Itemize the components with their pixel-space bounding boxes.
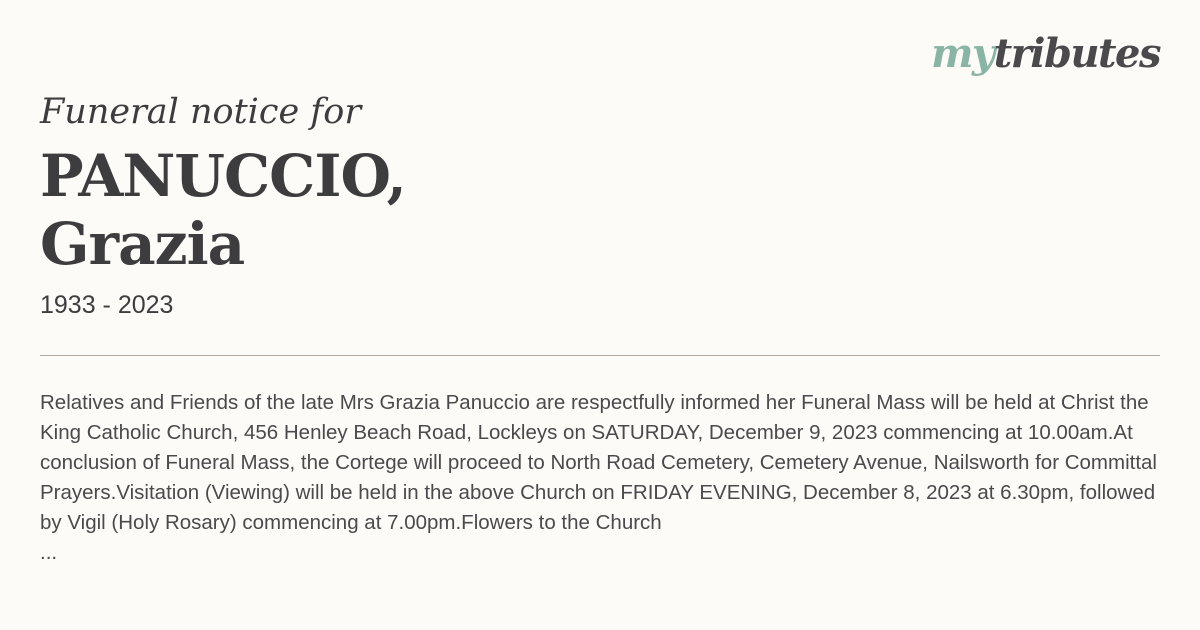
mytributes-logo[interactable] [931, 30, 1160, 77]
notice-subtitle: Funeral notice for [40, 92, 362, 132]
logo-my-text: my [931, 30, 994, 77]
logo-tributes-text: tributes [993, 30, 1160, 77]
notice-ellipsis: ... [40, 541, 58, 564]
notice-body: Relatives and Friends of the late Mrs Grazia Panuccio are respectfully informed her Funeral Mass will be held at Christ the King Catholic Church, 456 Henley Beach Road, Lockleys on SATURDAY, December 9, 2023 commencing at 10.00am.At conclusion of Funeral Mass, the Cortege will proceed to North Road Cemetery, Cemetery Avenue, Nailsworth for Committal Prayers.Visitation (Viewing) will be held in the above Church on FRIDAY EVENING, December 8, 2023 at 6.30pm, followed by Vigil (Holy Rosary) commencing at 7.00pm.Flowers to the Church [40, 391, 1157, 534]
life-years: 1933 - 2023 [40, 291, 174, 319]
deceased-given-name: Grazia [40, 210, 245, 278]
notice-text-block [40, 388, 1180, 568]
header-divider [40, 355, 1160, 356]
deceased-surname: PANUCCIO, [40, 142, 406, 210]
notice-header [40, 88, 840, 322]
